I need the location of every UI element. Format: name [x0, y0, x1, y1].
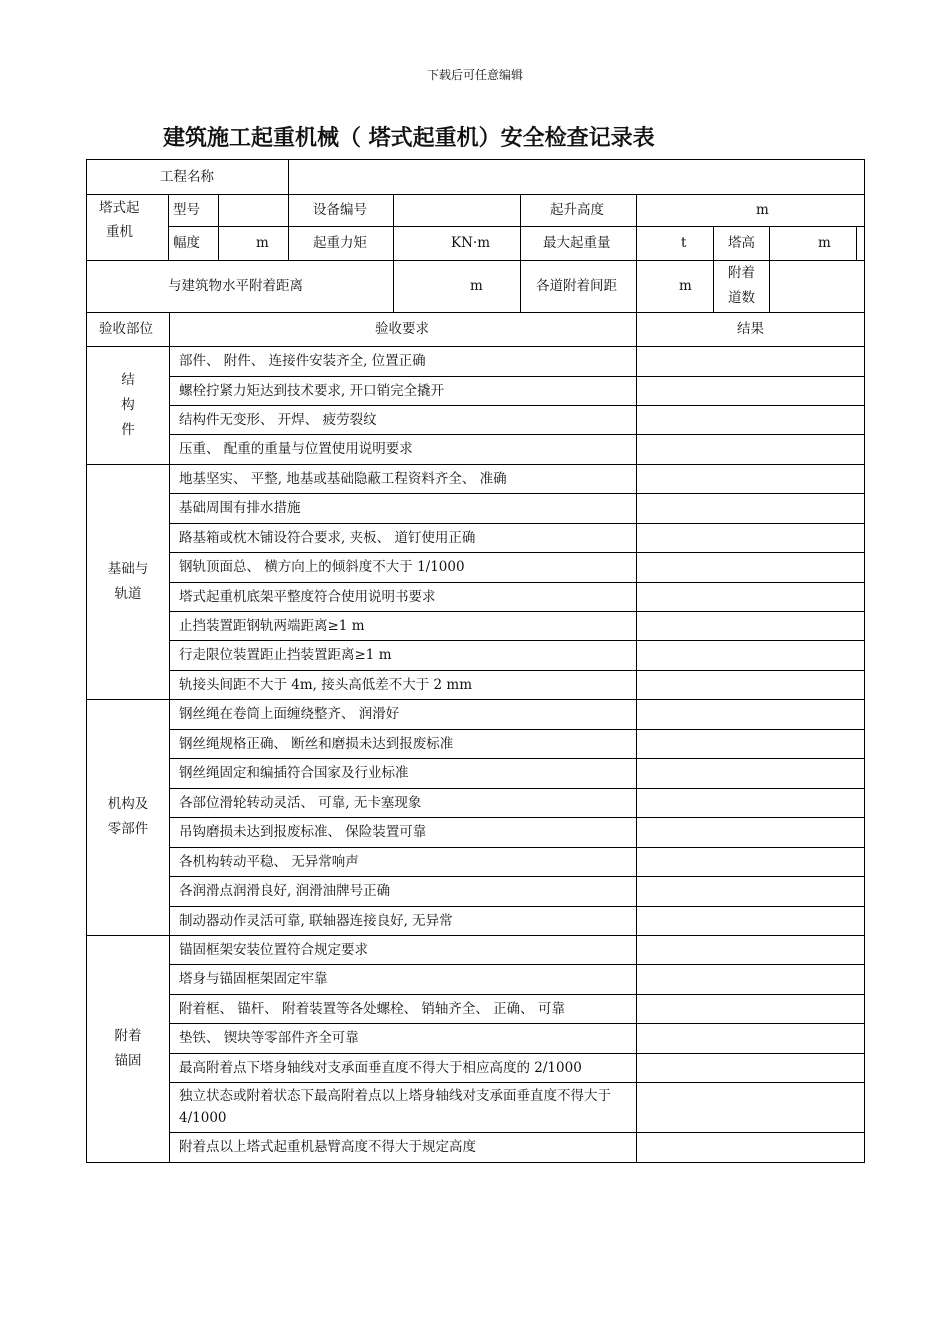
- result-cell[interactable]: [637, 552, 863, 582]
- grid-line: [393, 194, 394, 312]
- result-cell[interactable]: [637, 1082, 863, 1132]
- attach-spacing-unit: m: [679, 278, 692, 294]
- project-name-label: 工程名称: [160, 169, 214, 185]
- requirement-item: 吊钩磨损未达到报废标准、 保险装置可靠: [179, 824, 427, 840]
- requirement-item: 钢丝绳规格正确、 断丝和磨损未达到报废标准: [179, 735, 454, 752]
- grid-line: [288, 194, 289, 260]
- requirement-item: 轨接头间距不大于 4m, 接头高低差不大于 2 mm: [179, 676, 473, 693]
- result-cell[interactable]: [637, 493, 863, 523]
- lift-height-label: 起升高度: [550, 202, 604, 218]
- section-name: 基础与: [107, 560, 149, 577]
- result-cell[interactable]: [637, 729, 863, 758]
- grid-line: [169, 312, 170, 1163]
- requirement-item: 塔身与锚固框架固定牢靠: [179, 971, 328, 987]
- requirement-item: 基础周围有排水措施: [179, 500, 301, 516]
- crane-label-2: 重机: [106, 224, 133, 240]
- requirement-item: 地基坚实、 平整, 地基或基础隐蔽工程资料齐全、 准确: [179, 470, 507, 487]
- requirement-item: 制动器动作灵活可靠, 联轴器连接良好, 无异常: [179, 912, 453, 929]
- moment-label: 起重力矩: [313, 235, 367, 251]
- lift-height-unit: m: [756, 202, 769, 218]
- attach-distance-unit: m: [470, 278, 483, 294]
- requirement-item: 各润滑点润滑良好, 润滑油牌号正确: [179, 883, 391, 899]
- grid-line: [520, 194, 521, 312]
- tower-height-label: 塔高: [728, 235, 755, 251]
- result-cell[interactable]: [637, 582, 863, 611]
- requirement-item: 止挡装置距钢轨两端距离≥1 m: [179, 617, 365, 634]
- grid-line: [86, 260, 864, 261]
- result-cell[interactable]: [637, 464, 863, 493]
- section-name: 轨道: [114, 585, 142, 602]
- section-name: 锚固: [114, 1052, 142, 1069]
- result-cell[interactable]: [637, 935, 863, 964]
- column-header-requirement: 验收要求: [375, 321, 429, 337]
- result-cell[interactable]: [637, 699, 863, 729]
- result-cell[interactable]: [637, 964, 863, 994]
- requirement-item: 钢丝绳在卷筒上面缠绕整齐、 润滑好: [179, 706, 400, 722]
- grid-line: [856, 226, 857, 260]
- requirement-item: 行走限位装置距止挡装置距离≥1 m: [179, 647, 392, 663]
- attach-count-label-1: 附着: [728, 265, 755, 281]
- requirement-item: 各部位滑轮转动灵活、 可靠, 无卡塞现象: [179, 794, 422, 811]
- section-name: 结: [121, 371, 135, 388]
- result-cell[interactable]: [637, 523, 863, 552]
- grid-line: [86, 312, 864, 313]
- result-cell[interactable]: [637, 994, 863, 1023]
- requirement-item: 部件、 附件、 连接件安装齐全, 位置正确: [179, 353, 426, 369]
- grid-line: [218, 194, 219, 260]
- requirement-item: 路基箱或枕木铺设符合要求, 夹板、 道钉使用正确: [179, 529, 476, 546]
- max-load-label: 最大起重量: [543, 235, 611, 251]
- crane-label-1: 塔式起: [99, 200, 140, 216]
- result-cell[interactable]: [637, 640, 863, 670]
- requirement-item: 垫铁、 锲块等零部件齐全可靠: [179, 1030, 359, 1046]
- grid-line: [86, 194, 864, 195]
- result-cell[interactable]: [637, 434, 863, 464]
- requirement-item: 钢丝绳固定和编插符合国家及行业标准: [179, 765, 409, 781]
- section-name: 机构及: [107, 796, 149, 812]
- grid-line: [769, 226, 770, 312]
- requirement-item: 最高附着点下塔身轴线对支承面垂直度不得大于相应高度的 2/1000: [179, 1059, 582, 1076]
- result-cell[interactable]: [637, 670, 863, 699]
- result-cell[interactable]: [637, 405, 863, 434]
- requirement-item: 塔式起重机底架平整度符合使用说明书要求: [179, 588, 436, 605]
- result-cell[interactable]: [637, 346, 863, 376]
- result-cell[interactable]: [637, 847, 863, 876]
- grid-line: [713, 226, 714, 312]
- requirement-item: 螺栓拧紧力矩达到技术要求, 开口销完全撬开: [179, 382, 445, 399]
- section-name: 构: [121, 396, 135, 413]
- max-load-unit: t: [681, 235, 687, 251]
- section-name: 附着: [114, 1027, 142, 1044]
- requirement-item: 压重、 配重的重量与位置使用说明要求: [179, 441, 413, 457]
- result-cell[interactable]: [637, 876, 863, 906]
- column-header-part: 验收部位: [99, 321, 153, 337]
- grid-line: [288, 159, 289, 194]
- attach-count-label-2: 道数: [728, 290, 755, 306]
- amplitude-unit: m: [256, 235, 269, 251]
- column-header-result: 结果: [737, 321, 764, 337]
- requirement-item: 附着框、 锚杆、 附着装置等各处螺栓、 销轴齐全、 正确、 可靠: [179, 1000, 565, 1017]
- attach-spacing-label: 各道附着间距: [536, 278, 617, 294]
- amplitude-label: 幅度: [173, 235, 200, 251]
- section-name: 零部件: [107, 821, 149, 837]
- grid-line: [168, 194, 169, 260]
- moment-unit: KN·m: [451, 235, 490, 251]
- requirement-item: 结构件无变形、 开焊、 疲劳裂纹: [179, 411, 377, 428]
- result-cell[interactable]: [637, 906, 863, 935]
- grid-line: [636, 194, 637, 312]
- section-name: 件: [121, 421, 135, 438]
- tower-height-unit: m: [818, 235, 831, 251]
- grid-line: [168, 226, 864, 227]
- page-title: 建筑施工起重机械（ 塔式起重机）安全检查记录表: [163, 126, 655, 151]
- requirement-item: 钢轨顶面总、 横方向上的倾斜度不大于 1/1000: [179, 559, 465, 575]
- device-no-label: 设备编号: [313, 202, 367, 218]
- result-cell[interactable]: [637, 1023, 863, 1053]
- result-cell[interactable]: [637, 758, 863, 788]
- header-note: 下载后可任意编辑: [426, 68, 523, 82]
- requirement-item: 附着点以上塔式起重机悬臂高度不得大于规定高度: [179, 1139, 476, 1155]
- requirement-item: 各机构转动平稳、 无异常响声: [179, 853, 359, 870]
- requirement-item: 锚固框架安装位置符合规定要求: [179, 941, 368, 958]
- result-cell[interactable]: [637, 376, 863, 405]
- requirement-item: 独立状态或附着状态下最高附着点以上塔身轴线对支承面垂直度不得大于 4/1000: [179, 1088, 611, 1126]
- model-label: 型号: [173, 202, 200, 218]
- result-cell[interactable]: [637, 1053, 863, 1082]
- result-cell[interactable]: [637, 817, 863, 847]
- result-cell[interactable]: [637, 788, 863, 817]
- result-cell[interactable]: [637, 611, 863, 640]
- attach-distance-label: 与建筑物水平附着距离: [168, 278, 303, 294]
- result-cell[interactable]: [637, 1132, 863, 1162]
